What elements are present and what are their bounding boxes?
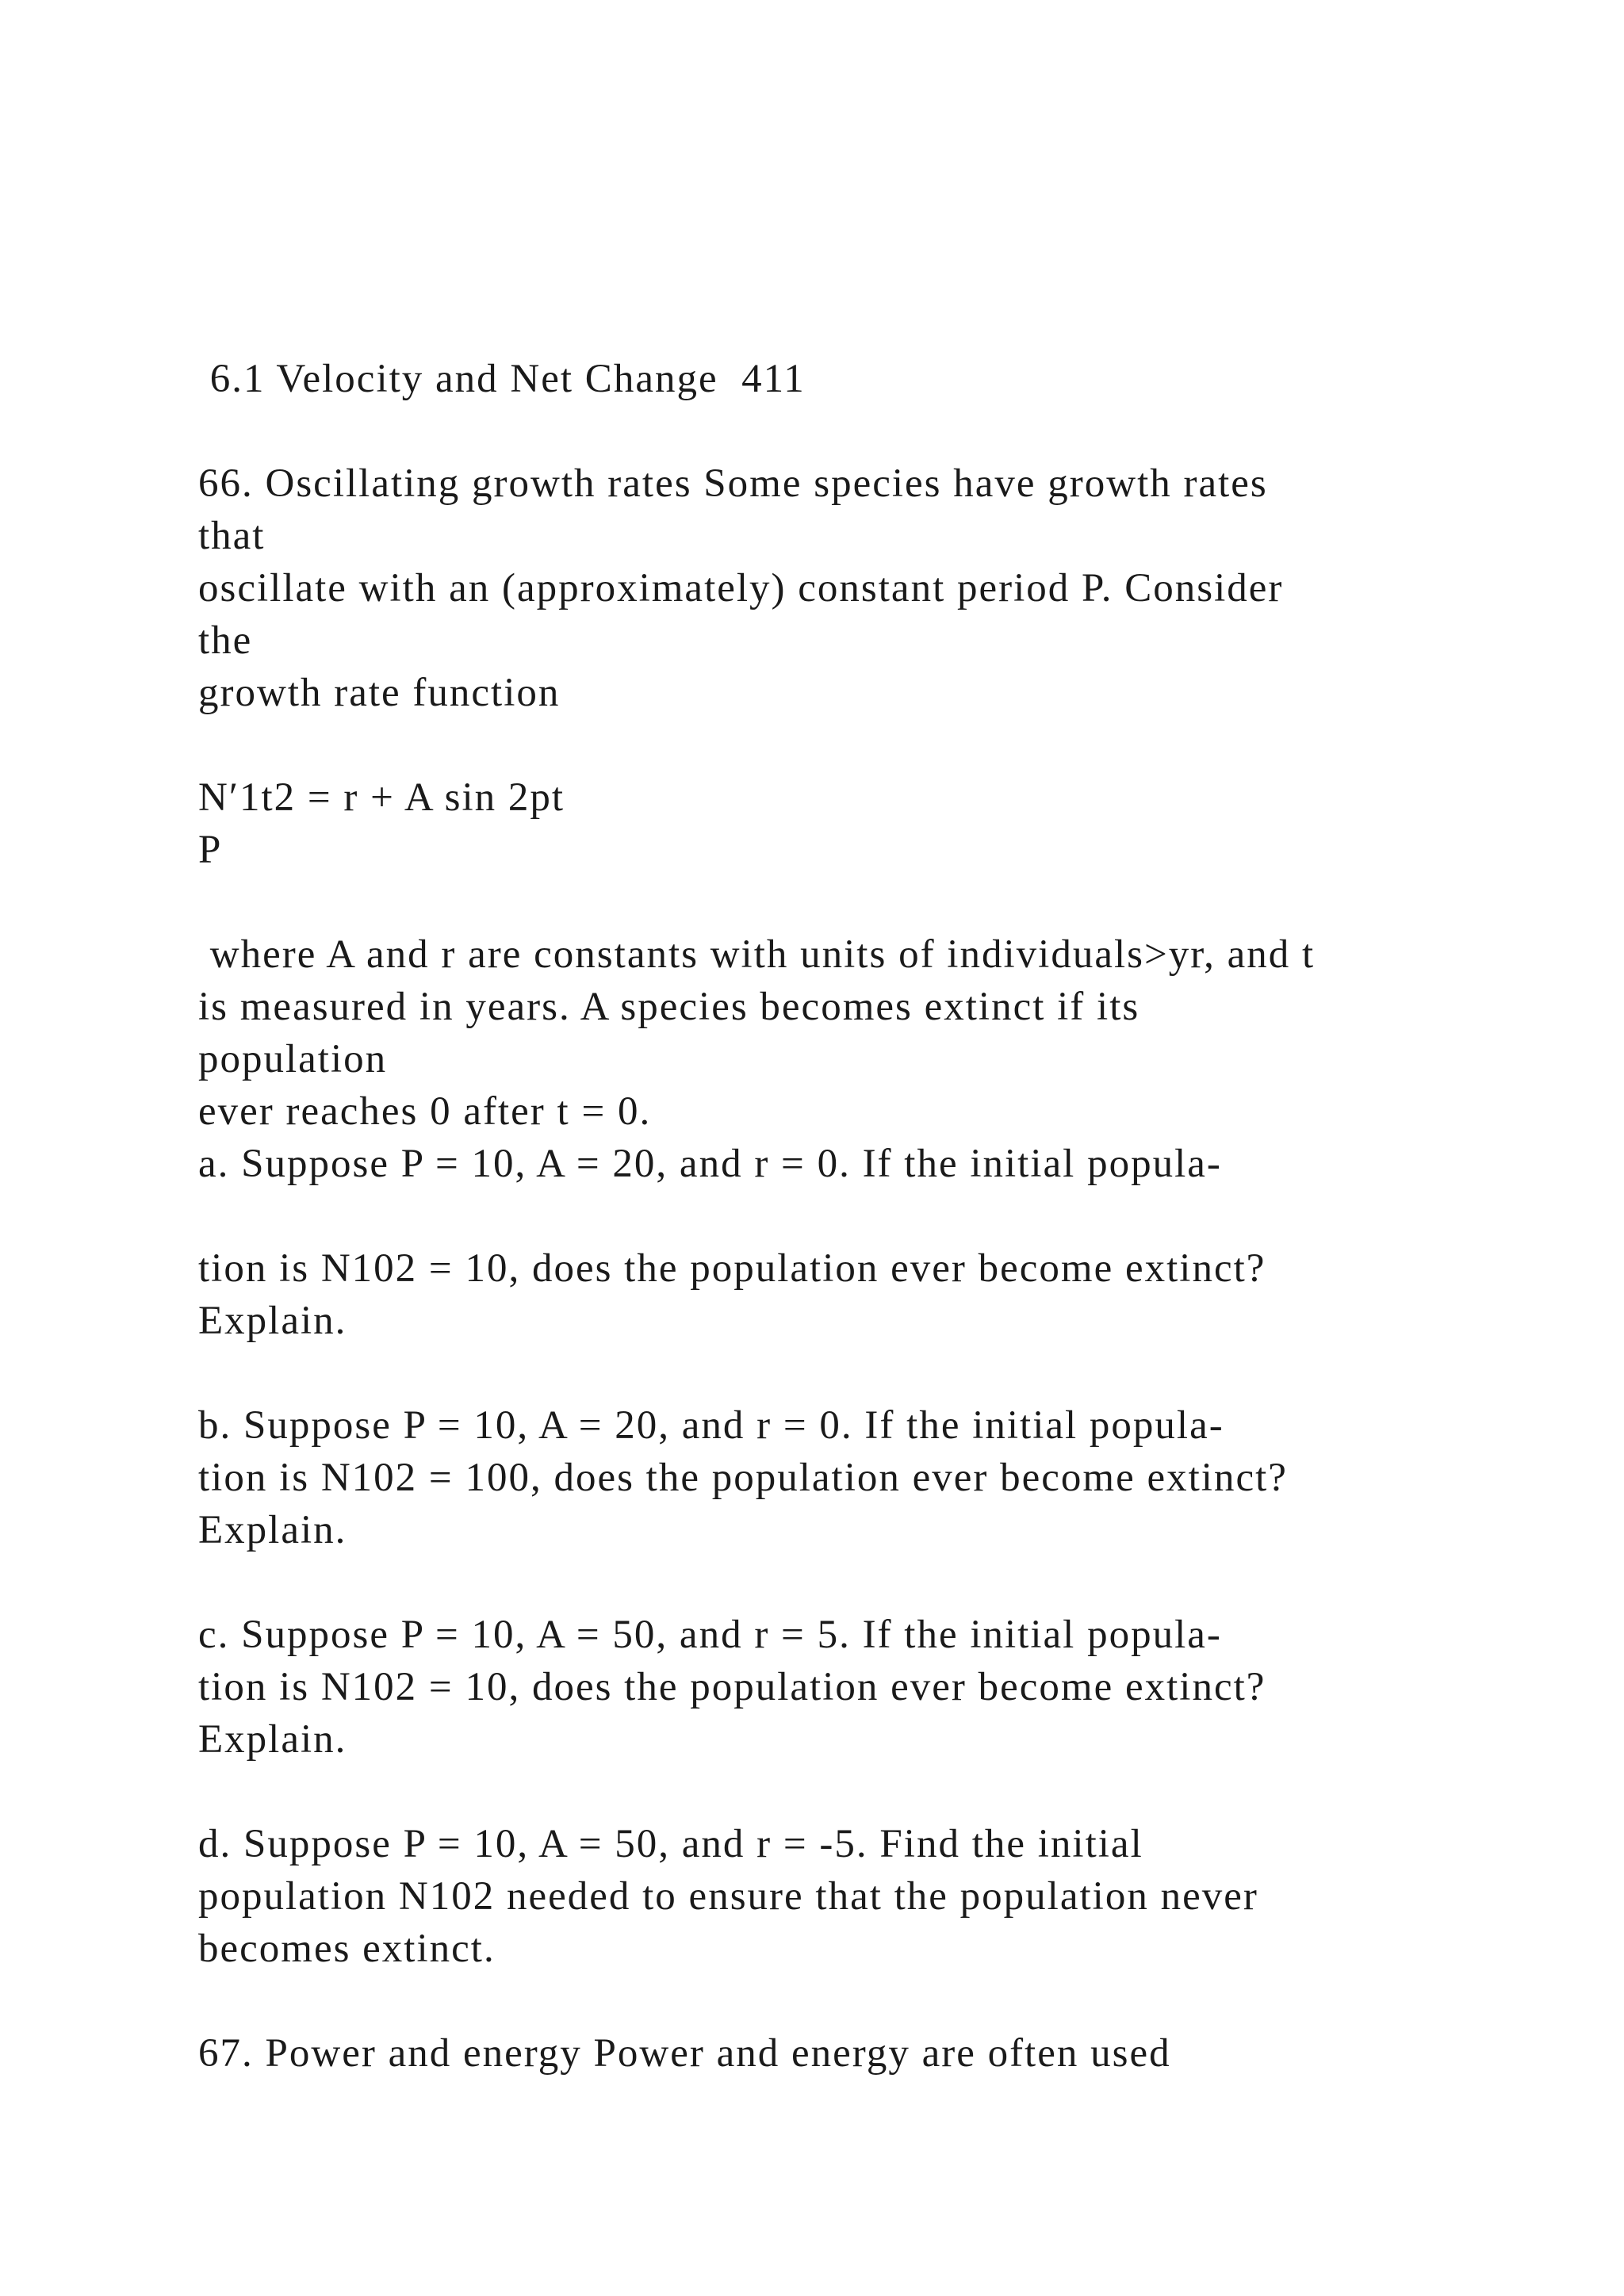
problem-67-heading: 67. Power and energy Power and energy are often used <box>198 2031 1171 2076</box>
text-line: is measured in years. A species becomes extinct if its <box>198 985 1140 1029</box>
part-c-line: Explain. <box>198 1717 347 1762</box>
part-d-line: becomes extinct. <box>198 1927 496 1971</box>
part-d-line: d. Suppose P = 10, A = 50, and r = -5. Find the initial <box>198 1822 1143 1866</box>
part-c-line: tion is N102 = 10, does the population ever become extinct? <box>198 1665 1266 1709</box>
equation-denominator: P <box>198 828 223 872</box>
part-d-line: population N102 needed to ensure that the population never <box>198 1874 1258 1919</box>
part-b-line: b. Suppose P = 10, A = 20, and r = 0. If the initial popula- <box>198 1403 1224 1448</box>
text-line: growth rate function <box>198 671 561 715</box>
part-b-line: Explain. <box>198 1508 347 1552</box>
text-line: oscillate with an (approximately) constant period P. Consider <box>198 566 1284 610</box>
text-line: ever reaches 0 after t = 0. <box>198 1089 652 1134</box>
part-a-line: Explain. <box>198 1299 347 1343</box>
part-b-line: tion is N102 = 100, does the population ever become extinct? <box>198 1456 1288 1500</box>
part-a-line: tion is N102 = 10, does the population ever become extinct? <box>198 1246 1266 1291</box>
text-line: where A and r are constants with units of individuals>yr, and t <box>198 932 1316 977</box>
part-c-line: c. Suppose P = 10, A = 50, and r = 5. If the initial popula- <box>198 1613 1222 1657</box>
equation-line: N′1t2 = r + A sin 2pt <box>198 775 565 820</box>
part-a-line: a. Suppose P = 10, A = 20, and r = 0. If the initial popula- <box>198 1142 1222 1186</box>
text-line: that <box>198 514 266 558</box>
text-line: the <box>198 618 253 663</box>
page-header: 6.1 Velocity and Net Change 411 <box>198 357 806 401</box>
problem-66-heading: 66. Oscillating growth rates Some species have growth rates <box>198 461 1268 506</box>
text-line: population <box>198 1037 388 1081</box>
